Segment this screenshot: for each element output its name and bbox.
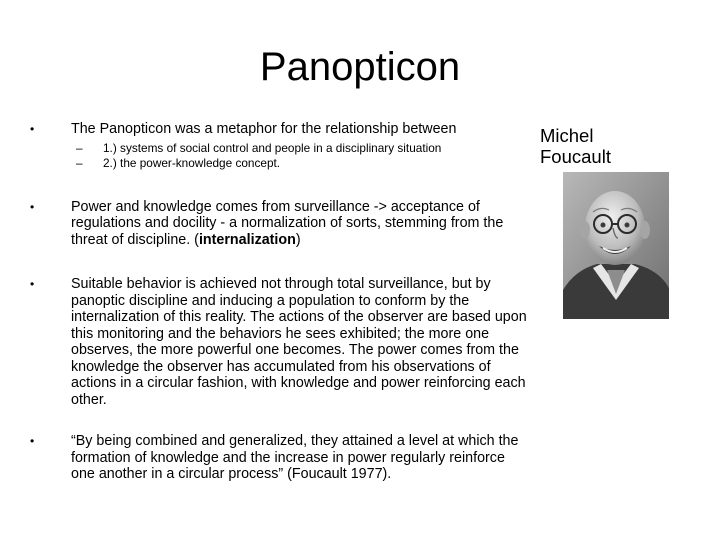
sub-bullet-item-1 bbox=[71, 141, 530, 156]
bullet-symbol: • bbox=[30, 277, 35, 291]
sub-bullet-symbol: – bbox=[76, 155, 83, 170]
sub-bullet-text: 1.) systems of social control and people in a disciplinary situation bbox=[103, 140, 442, 155]
caption-last-name: Foucault bbox=[540, 146, 611, 167]
bullet-text-part: Power and knowledge comes from surveillance -> acceptance of regulations and docility - a normalization of sorts, stemming from the threat of discipline. ( bbox=[71, 198, 504, 248]
sub-bullet-list bbox=[71, 141, 530, 171]
bullet-text: The Panopticon was a metaphor for the relationship between bbox=[71, 121, 457, 137]
bullet-item-4 bbox=[30, 433, 530, 483]
slide-title: Panopticon bbox=[259, 45, 461, 89]
bullet-item-3 bbox=[30, 276, 530, 408]
bullet-list bbox=[30, 121, 530, 483]
bullet-symbol: • bbox=[30, 199, 35, 214]
emphasis-text: internalization bbox=[198, 231, 296, 248]
bullet-symbol: • bbox=[30, 434, 35, 448]
portrait-illustration bbox=[563, 172, 669, 319]
bullet-item-2 bbox=[30, 199, 530, 249]
sub-bullet-item-2 bbox=[71, 156, 530, 171]
caption-first-name: Michel bbox=[540, 125, 594, 146]
bullet-text: “By being combined and generalized, they attained a level at which the formation of knowledge and the increase in power regularly reinforce one another in a circular process” (Foucault 1977). bbox=[71, 433, 519, 482]
sub-bullet-symbol: – bbox=[76, 140, 83, 155]
bullet-symbol: • bbox=[30, 122, 35, 136]
bullet-text bbox=[71, 199, 530, 249]
bullet-text: Suitable behavior is achieved not through total surveillance, but by panoptic discipline and inducing a population to conform by the internalization of this reality. The actions of the observer are based upon this monitoring and the behaviors he sees exhibited; the more one observes, the more powerful one becomes. The power comes from the knowledge the observer has accumulated from his observations of actions in a circular fashion, with knowledge and power reinforcing each other. bbox=[71, 276, 527, 408]
sub-bullet-text: 2.) the power-knowledge concept. bbox=[103, 155, 281, 170]
portrait-photo bbox=[563, 172, 669, 319]
bullet-item-1 bbox=[30, 121, 530, 171]
bullet-text-part: ) bbox=[295, 231, 301, 248]
photo-caption bbox=[540, 125, 611, 167]
